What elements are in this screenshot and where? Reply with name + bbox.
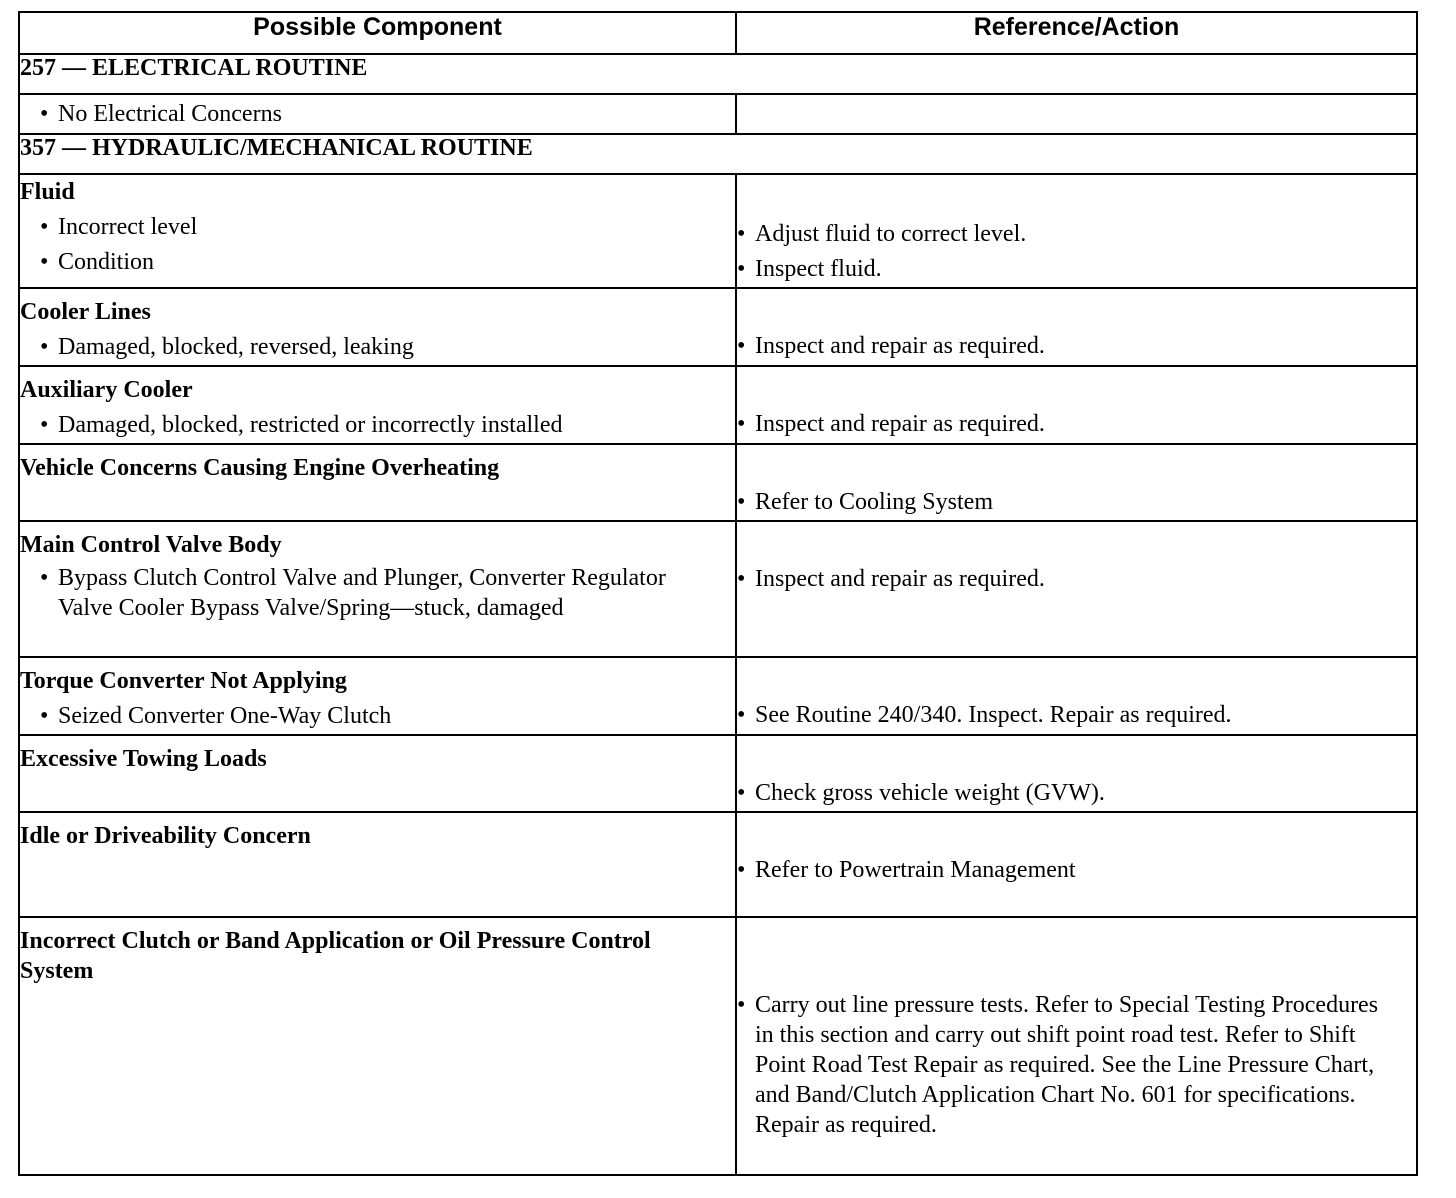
- component-detail: • No Electrical Concerns: [20, 97, 735, 132]
- component-cell: [19, 174, 736, 288]
- no-concerns-row: [19, 94, 1417, 134]
- routine-257-heading: 257 — ELECTRICAL ROUTINE: [19, 54, 1417, 94]
- component-cell: [19, 917, 736, 1175]
- action-item: • Inspect and repair as required.: [737, 333, 1045, 359]
- action-cell: [736, 917, 1417, 1175]
- component-title: Auxiliary Cooler: [20, 377, 193, 403]
- header-possible-component: Possible Component: [19, 12, 736, 54]
- component-title: Incorrect Clutch or Band Application or Oil Pressure Control System: [20, 928, 651, 984]
- component-cell: [19, 288, 736, 366]
- component-detail: • Condition: [40, 249, 155, 275]
- component-cell: [19, 366, 736, 444]
- table-row: [19, 812, 1417, 917]
- component-title: Torque Converter Not Applying: [20, 668, 347, 694]
- component-cell: [19, 735, 736, 812]
- action-cell: [736, 94, 1417, 134]
- action-item: • Refer to Cooling System: [737, 489, 993, 515]
- component-cell: [19, 812, 736, 917]
- action-cell: [736, 657, 1417, 735]
- action-item: • Inspect fluid.: [737, 256, 882, 282]
- action-cell: [736, 812, 1417, 917]
- action-item: • Inspect and repair as required.: [737, 566, 1045, 592]
- component-title: Idle or Driveability Concern: [20, 823, 311, 849]
- action-item: • Inspect and repair as required.: [737, 411, 1045, 437]
- component-detail: • Damaged, blocked, reversed, leaking: [40, 334, 414, 360]
- action-cell: [736, 735, 1417, 812]
- table-row: [19, 174, 1417, 288]
- routine-357-heading: 357 — HYDRAULIC/MECHANICAL ROUTINE: [19, 134, 1417, 174]
- table-row: [19, 735, 1417, 812]
- component-title: Excessive Towing Loads: [20, 746, 267, 772]
- action-item: • Check gross vehicle weight (GVW).: [737, 780, 1105, 806]
- component-cell: [19, 444, 736, 521]
- table-row: [19, 657, 1417, 735]
- table-row: [19, 288, 1417, 366]
- component-cell: [19, 521, 736, 657]
- component-cell: [19, 657, 736, 735]
- component-title: Vehicle Concerns Causing Engine Overheating: [20, 455, 500, 481]
- header-row: [19, 12, 1417, 54]
- diagnosis-table: [18, 11, 1418, 1176]
- component-detail: • Seized Converter One-Way Clutch: [40, 703, 392, 729]
- component-title: Fluid: [20, 179, 75, 205]
- action-cell: [736, 288, 1417, 366]
- bullet-icon: •: [40, 101, 49, 127]
- component-detail: • Incorrect level: [40, 214, 198, 240]
- header-reference-action: Reference/Action: [736, 12, 1417, 54]
- action-cell: [736, 521, 1417, 657]
- table-row: [19, 917, 1417, 1175]
- action-item: • Refer to Powertrain Management: [737, 857, 1076, 883]
- table-row: [19, 444, 1417, 521]
- component-title: Cooler Lines: [20, 299, 151, 325]
- action-item: • Adjust fluid to correct level.: [737, 221, 1027, 247]
- action-cell: [736, 366, 1417, 444]
- routine-257-row: [19, 54, 1417, 94]
- action-item: • See Routine 240/340. Inspect. Repair as required.: [737, 702, 1232, 728]
- action-item: • Carry out line pressure tests. Refer to Special Testing Procedures in this section and carry out shift point road test. Refer to Shift Point Road Test Repair as required. See the Line Pressure Chart, and Band/Clutch Application Chart No. 601 for specifications. Repair as required.: [737, 992, 1379, 1138]
- table-row: [19, 366, 1417, 444]
- action-cell: [736, 174, 1417, 288]
- component-title: Main Control Valve Body: [20, 532, 282, 558]
- component-detail: • Bypass Clutch Control Valve and Plunger, Converter Regulator Valve Cooler Bypass Valve/Spring—stuck, damaged: [40, 565, 666, 621]
- component-cell: [19, 94, 736, 134]
- routine-357-row: [19, 134, 1417, 174]
- component-detail: • Damaged, blocked, restricted or incorrectly installed: [40, 412, 563, 438]
- action-cell: [736, 444, 1417, 521]
- table-row: [19, 521, 1417, 657]
